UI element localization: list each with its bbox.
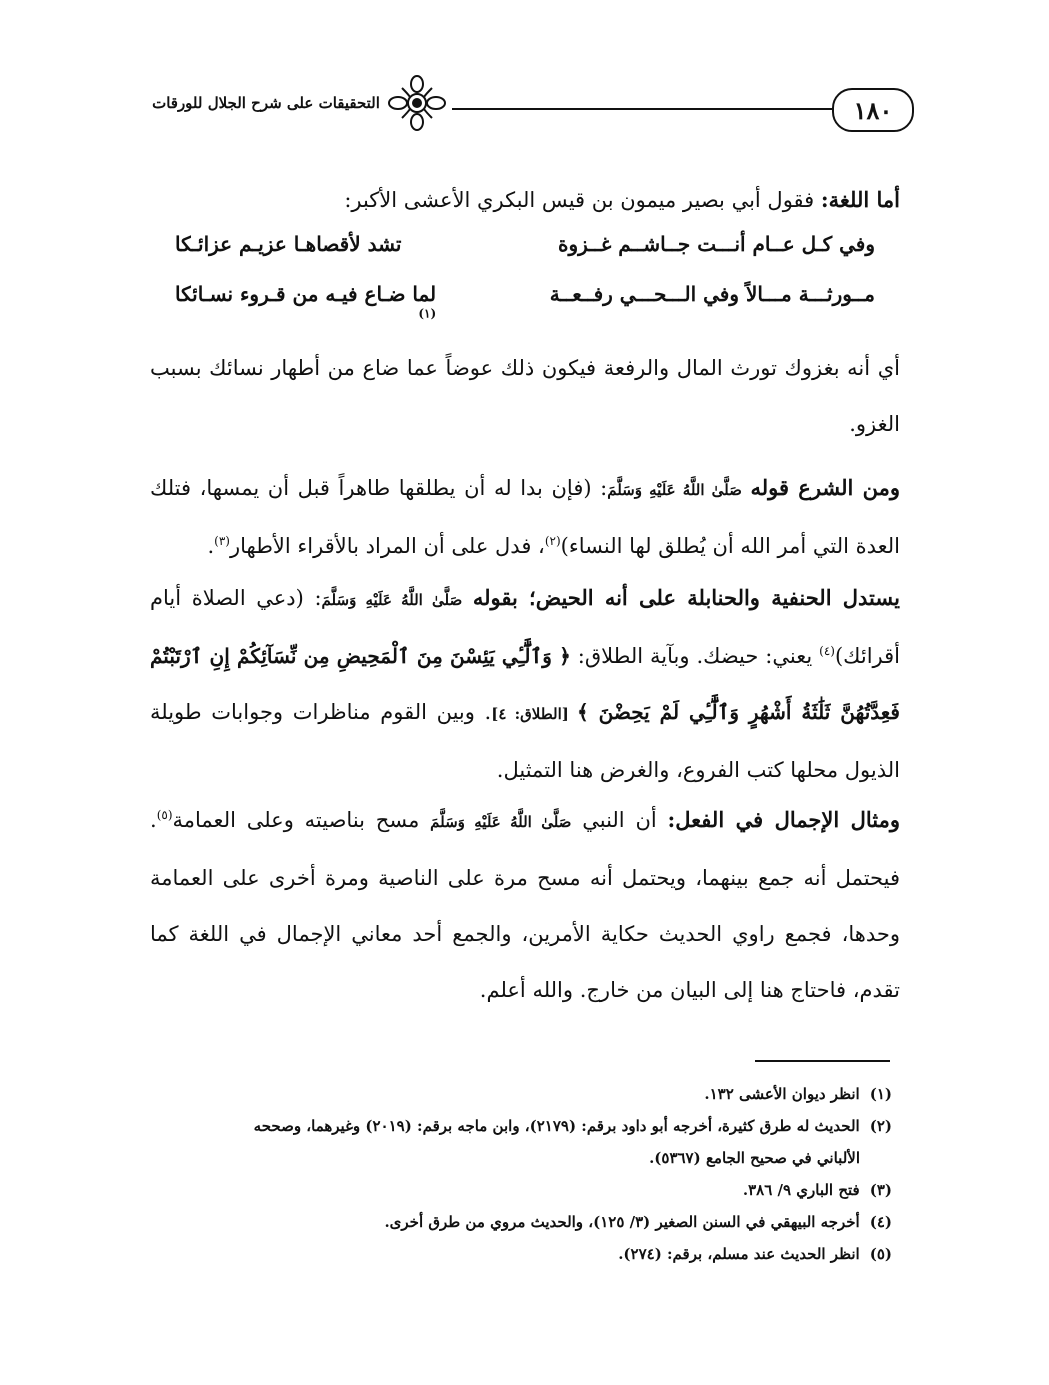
paragraph-meaning (150, 340, 900, 452)
footnote-number: (٥) (869, 1245, 892, 1263)
ornament-graphic (386, 74, 448, 132)
p4-text-c: . وبين القوم مناظرات وجوابات طويلة الذيول محلها كتب الفروع، والغرض هنا التمثيل. (150, 700, 900, 782)
lead-hanafi: يستدل الحنفية والحنابلة على أنه الحيض؛ بقوله (472, 585, 900, 610)
p4-text-b: يعني: حيضك. وبآية الطلاق: (570, 644, 820, 668)
lead-sharia: ومن الشرع قوله (750, 475, 900, 500)
footnote-number: (١) (869, 1085, 892, 1103)
footnote-text: أخرجه البيهقي في السنن الصغير (٣/ ١٢٥)، والحديث مروي من طرق أخرى. (384, 1213, 860, 1231)
paragraph-2: أي أنه بغزوك تورث المال والرفعة فيكون ذلك عوضاً عما ضاع من أطهار نسائك بسبب الغزو. (150, 356, 900, 436)
quran-verse: ﴿ وَٱلَّٰٓـِٔي يَئِسْنَ مِنَ ٱلْمَحِيضِ مِن نِّسَآئِكُمْ إِنِ ٱرْتَبْتُمْ فَعِدَّتُهُنَّ ثَلَٰثَةُ أَشْهُرٍ وَٱلَّٰٓـِٔي لَمْ يَحِضْنَ ﴾ (150, 644, 900, 724)
p3-text-b: ، فدل على أن المراد بالأقراء الأطهار (229, 534, 545, 558)
paragraph-language (150, 172, 900, 228)
p3-text-a: : (فإن بدا له أن يطلقها طاهراً قبل أن يمسها، فتلك العدة التي أمر الله أن يُطلق لها النساء) (150, 476, 900, 558)
footnote-2 (140, 1110, 892, 1142)
verse-line-1 (175, 232, 875, 272)
footnote-ref-5: (٥) (156, 808, 173, 822)
verse2-second-hemistich (175, 282, 436, 322)
paragraph-4 (150, 570, 900, 798)
verse2-first-hemistich: مــورثـــة مـــالاً وفي الـــحـــي رفــعــة (549, 282, 875, 306)
footnote-divider (755, 1060, 890, 1062)
p3-end: . (207, 534, 215, 558)
verse1-first-hemistich: وفي كـل عــام أنـــت جــاشــم غــزوة (557, 232, 875, 256)
paragraph-sharia (150, 460, 900, 574)
honorific: صَلَّىٰ اللَّهُ عَلَيْهِ وَسَلَّمَ (607, 481, 742, 499)
quran-reference: [الطلاق: ٤] (491, 705, 578, 723)
footnote-text: انظر ديوان الأعشى ١٣٢. (704, 1085, 860, 1103)
p4-text-a: : (دعي الصلاة أيام أقرائك) (150, 586, 900, 668)
footnote-ref-4: (٤) (819, 644, 835, 658)
footnote-2-continued (140, 1142, 892, 1174)
footnote-text: الألباني في صحيح الجامع (٥٣٦٧). (649, 1149, 860, 1167)
honorific-3: صَلَّىٰ اللَّهُ عَلَيْهِ وَسَلَّمَ (430, 813, 572, 831)
footnote-number: (٣) (869, 1181, 892, 1199)
footnote-1 (140, 1078, 892, 1110)
floral-ornament-icon (382, 72, 452, 134)
p5-text-c: . فيحتمل أنه جمع بينهما، ويحتمل أنه مسح مرة على الناصية ومرة أخرى على العمامة وحدها، فجمع راوي الحديث حكاية الأمرين، والجمع أحد معاني الإجمال في اللغة كما تقدم، فاحتاج هنا إلى البيان من خارج. والله أعلم. (150, 808, 900, 1002)
p5-text-b: مسح بناصيته وعلى العمامة (172, 808, 431, 832)
paragraph-hanafi (150, 570, 900, 798)
p1-text: فقول أبي بصير ميمون بن قيس البكري الأعشى الأكبر: (344, 188, 821, 212)
footnote-text: الحديث له طرق كثيرة، أخرجه أبو داود برقم: (٢١٧٩)، وابن ماجه برقم: (٢٠١٩) وغيرهما، وصححه (253, 1117, 860, 1135)
footnote-3 (140, 1174, 892, 1206)
footnote-text: فتح الباري ٩/ ٣٨٦. (742, 1181, 860, 1199)
footnote-number: (٢) (869, 1117, 892, 1135)
verse1-second-hemistich: تشد لأقصاهـا عزيـم عزائـكا (175, 232, 402, 256)
paragraph-action (150, 792, 900, 1018)
footnote-ref-3: (٣) (214, 534, 230, 548)
footnote-4 (140, 1206, 892, 1238)
p5-text-a: أن النبي (571, 808, 668, 832)
paragraph-3 (150, 460, 900, 574)
footnote-text: انظر الحديث عند مسلم، برقم: (٢٧٤). (618, 1245, 860, 1263)
lead-action: ومثال الإجمال في الفعل: (667, 807, 900, 832)
running-title: التحقيقات على شرح الجلال للورقات (150, 84, 382, 122)
footnote-5 (140, 1238, 892, 1270)
footnote-ref-1: (١) (418, 306, 437, 321)
footnotes (140, 1078, 892, 1270)
honorific-2: صَلَّىٰ اللَّهُ عَلَيْهِ وَسَلَّمَ (321, 591, 463, 609)
footnote-number: (٤) (869, 1213, 892, 1231)
footnote-ref-2: (٢) (544, 534, 561, 548)
lead-language: أما اللغة: (820, 187, 900, 212)
page-number-badge: ١٨٠ (832, 88, 914, 132)
verse-line-2 (175, 282, 875, 322)
paragraph-5 (150, 792, 900, 1018)
paragraph-1 (150, 172, 900, 228)
verse2-second-text: لما ضـاع فيـه من قـروء نسـائكا (175, 282, 437, 306)
